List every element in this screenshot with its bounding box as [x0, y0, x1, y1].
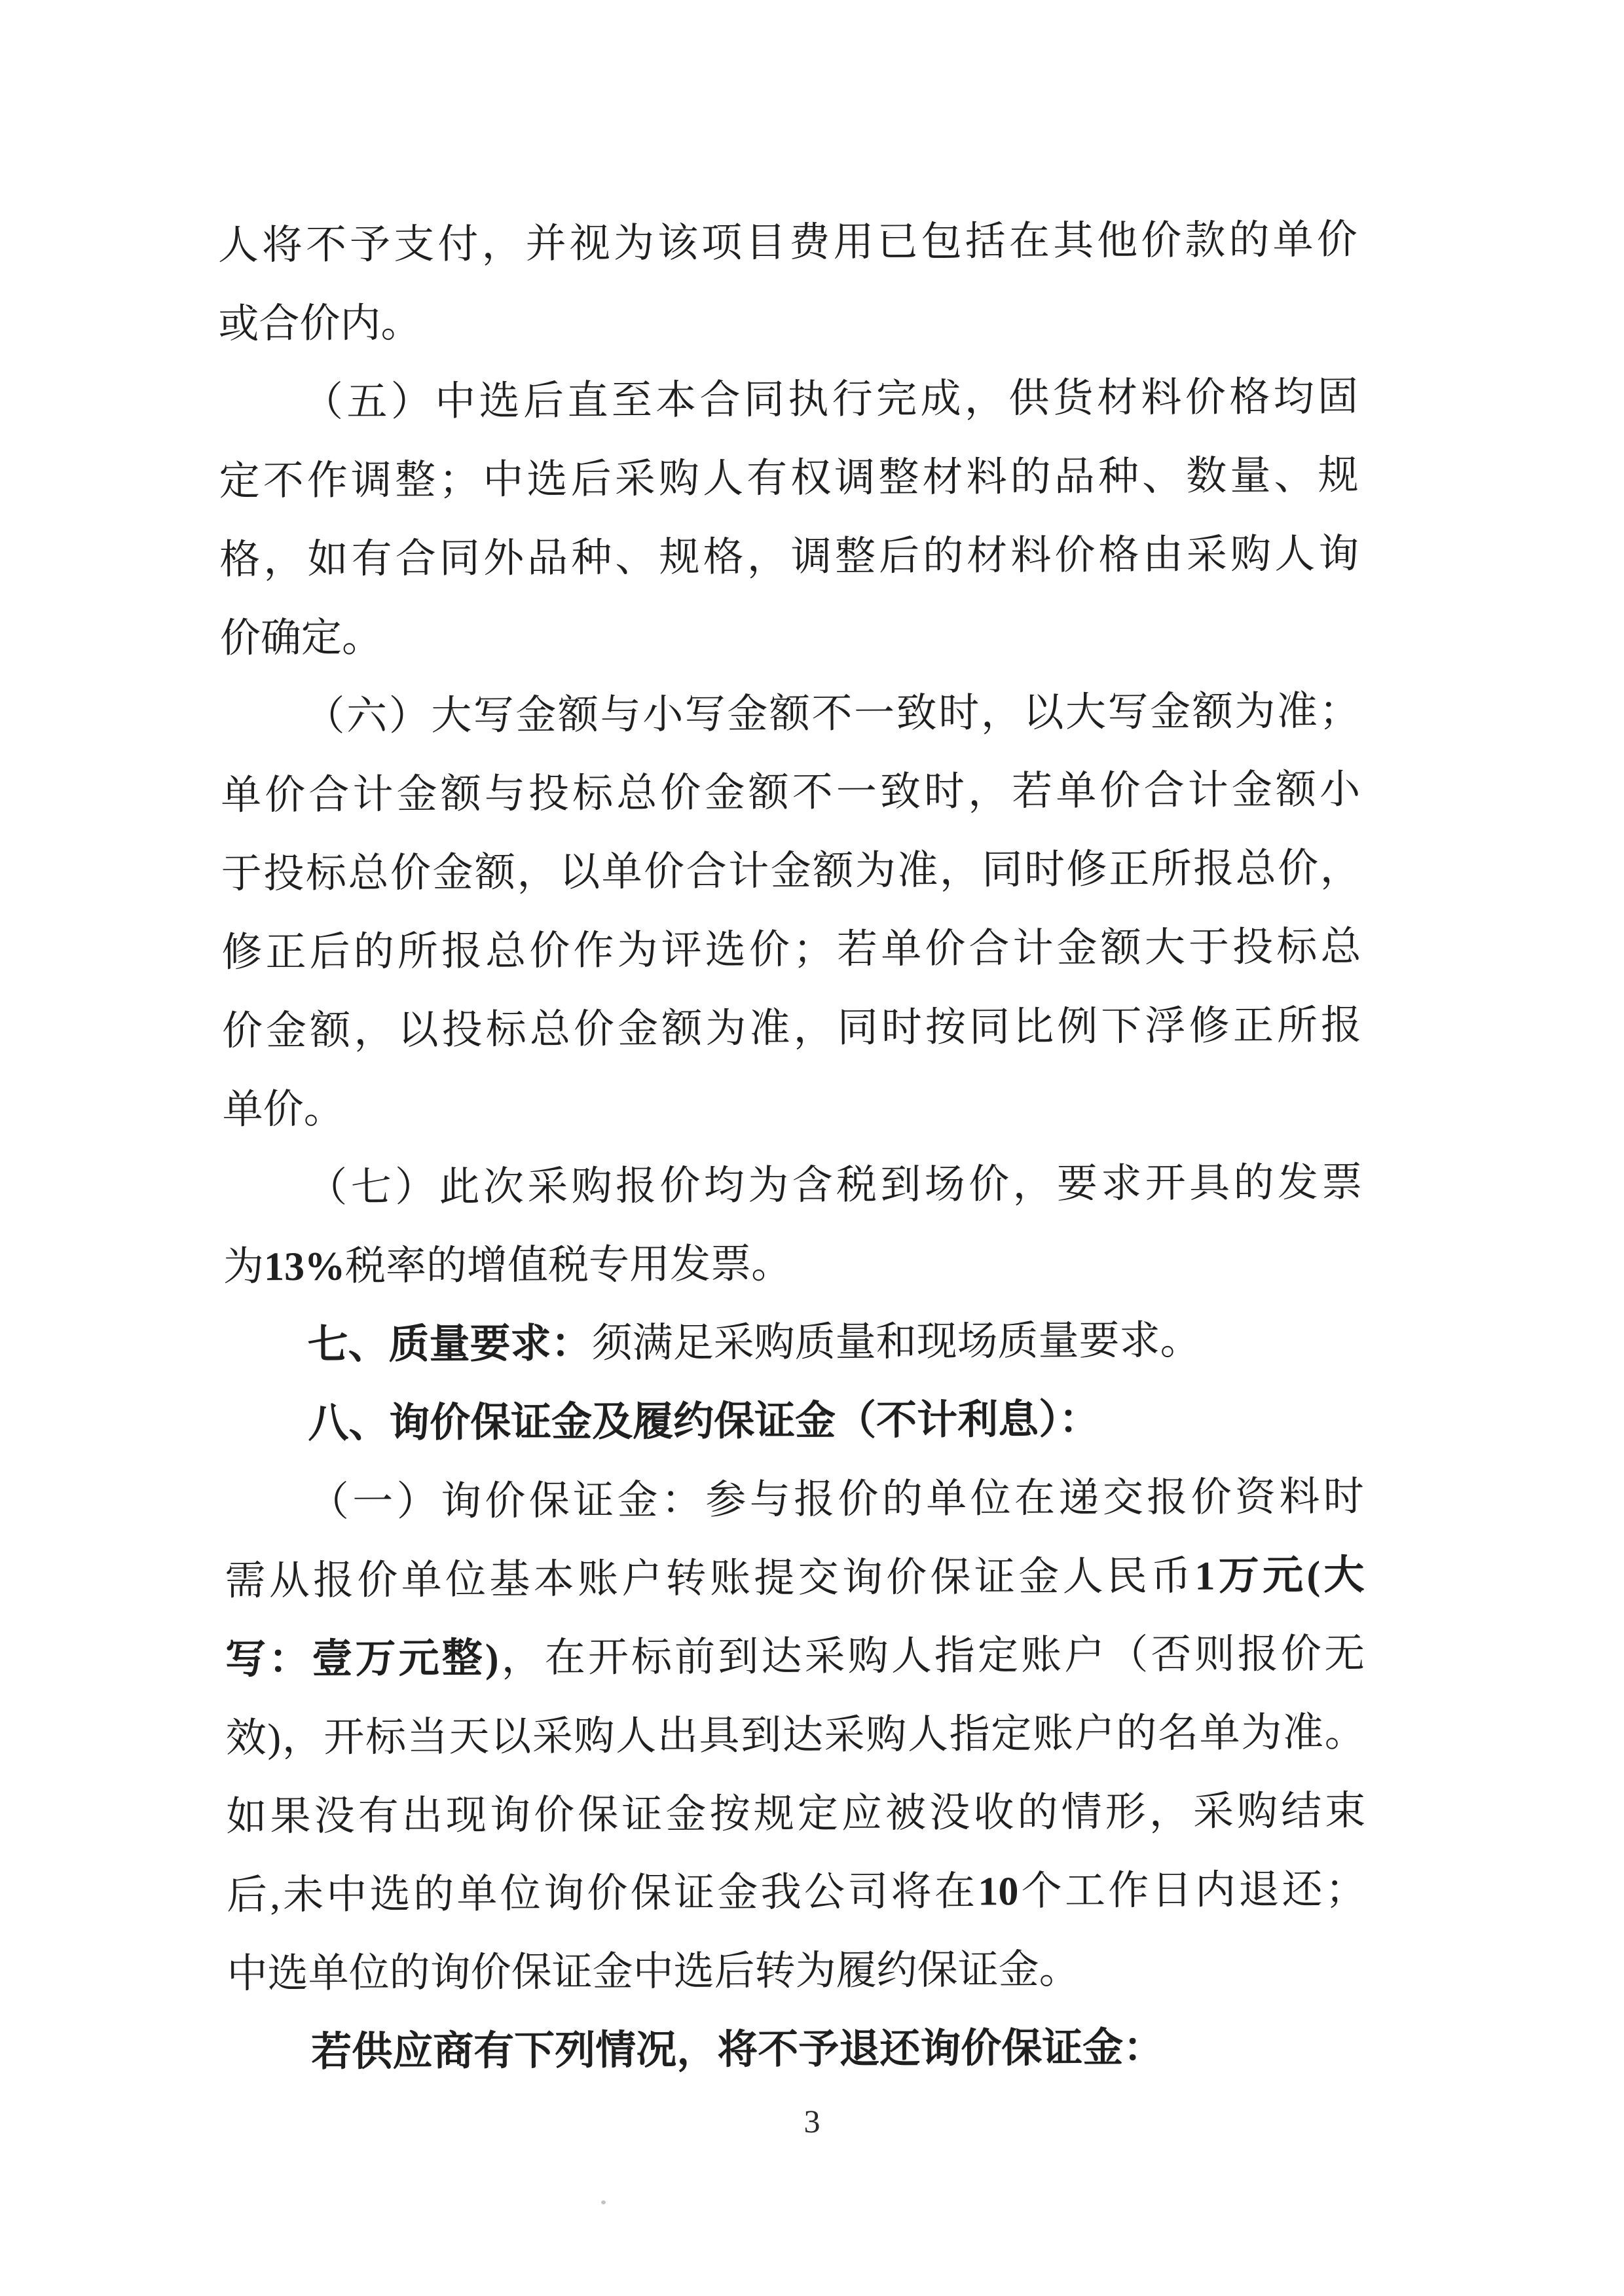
text-segment: 定不作调整；中选后采购人有权调整材料的品种、数量、规 — [219, 453, 1359, 504]
text-line — [227, 1929, 1367, 2013]
bold-text-segment: 七、质量要求： — [307, 1321, 592, 1368]
text-segment: 须满足采购质量和现场质量要求。 — [591, 1318, 1201, 1366]
bold-text-segment: 1万元(大 — [1194, 1553, 1365, 1599]
bold-text-segment: 10 — [978, 1869, 1019, 1914]
text-line — [224, 1379, 1364, 1463]
text-segment: 人将不予支付，并视为该项目费用已包括在其他价款的单价 — [217, 217, 1357, 268]
text-line — [227, 1850, 1367, 1935]
text-line — [219, 515, 1359, 599]
text-segment: ，在开标前到达采购人指定账户（否则报价无 — [498, 1631, 1365, 1681]
text-segment: 需从报价单位基本账户转账提交询价保证金人民币 — [225, 1554, 1195, 1604]
text-segment: 或合价内。 — [218, 301, 422, 347]
text-segment: 如果没有出现询价保证金按规定应被没收的情形，采购结束 — [226, 1789, 1366, 1840]
text-line — [220, 672, 1360, 756]
scan-artifact-dot — [601, 2200, 606, 2204]
text-segment: 为 — [223, 1245, 265, 1290]
text-line — [219, 436, 1359, 520]
text-line — [225, 1457, 1365, 1542]
text-segment: 中选单位的询价保证金中选后转为履约保证金。 — [227, 1947, 1080, 1997]
text-line — [223, 1300, 1363, 1385]
text-line — [225, 1614, 1365, 1699]
text-segment: 于投标总价金额，以单价合计金额为准，同时修正所报总价， — [221, 846, 1361, 897]
text-line — [217, 200, 1357, 285]
bold-text-segment: 若供应商有下列情况，将不予退还询价保证金： — [311, 2026, 1164, 2075]
text-line — [225, 1536, 1365, 1620]
text-segment: （六）大写金额与小写金额不一致时，以大写金额为准； — [304, 689, 1360, 739]
text-segment: 后,未中选的单位询价保证金我公司将在 — [226, 1869, 978, 1918]
text-line — [223, 1222, 1363, 1306]
text-segment: （五）中选后直至本合同执行完成，供货材料价格均固 — [302, 374, 1359, 425]
text-segment: 效)，开标当天以采购人出具到达采购人指定账户的名单为准。 — [225, 1710, 1365, 1761]
text-line — [219, 357, 1359, 442]
text-line — [222, 1065, 1362, 1149]
text-line — [226, 1772, 1366, 1856]
text-segment: （七）此次采购报价均为含税到场价，要求开具的发票 — [306, 1160, 1363, 1211]
bold-text-segment: 写：壹万元整) — [225, 1636, 499, 1683]
text-line — [222, 986, 1362, 1070]
page-number: 3 — [803, 2103, 821, 2140]
text-line — [220, 593, 1360, 678]
text-line — [218, 279, 1358, 363]
text-line — [225, 1693, 1365, 1777]
text-line — [221, 907, 1361, 992]
text-segment: 税率的增值税专用发票。 — [344, 1242, 792, 1289]
text-segment: 价确定。 — [219, 615, 383, 661]
text-segment: 单价。 — [222, 1087, 344, 1133]
text-line — [221, 829, 1361, 913]
text-segment: 格，如有合同外品种、规格，调整后的材料价格由采购人询 — [219, 532, 1359, 583]
text-segment: （一）询价保证金：参与报价的单位在递交报价资料时 — [308, 1474, 1364, 1525]
text-segment: 修正后的所报总价作为评选价；若单价合计金额大于投标总 — [221, 924, 1361, 975]
text-line — [223, 1143, 1363, 1228]
text-segment: 个工作日内退还； — [1018, 1867, 1367, 1914]
text-segment: 单价合计金额与投标总价金额不一致时，若单价合计金额小 — [221, 767, 1361, 818]
text-segment: 价金额，以投标总价金额为准，同时按同比例下浮修正所报 — [221, 1003, 1362, 1054]
text-line — [221, 750, 1361, 835]
document-body-text — [217, 200, 1367, 2092]
bold-text-segment: 八、询价保证金及履约保证金（不计利息）： — [308, 1397, 1100, 1446]
bold-text-segment: 13% — [263, 1244, 346, 1290]
text-line — [227, 2007, 1367, 2092]
